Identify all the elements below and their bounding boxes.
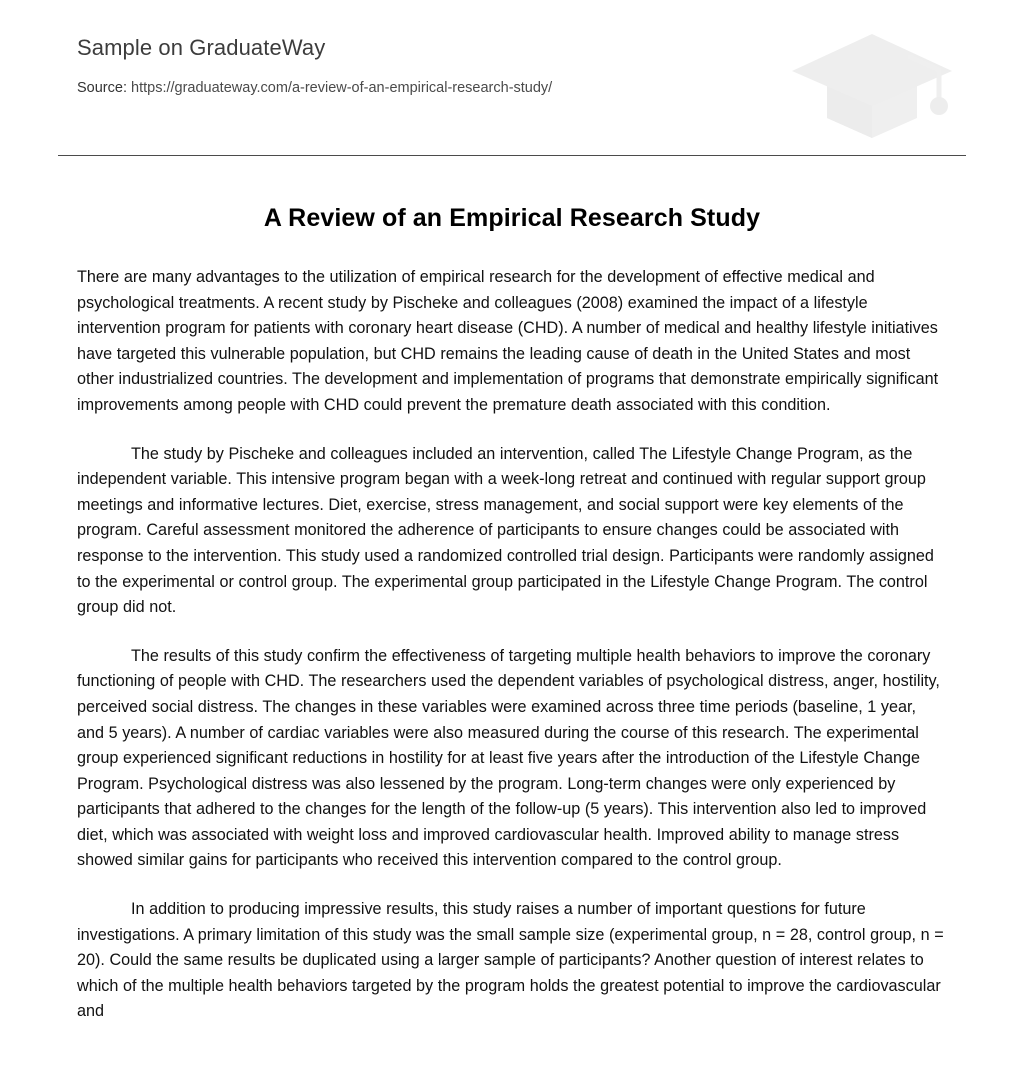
- paragraph-3: The results of this study confirm the effectiveness of targeting multiple health behaviors to improve the coronary functioning of people with CHD. The researchers used the dependent variables of psychological distress, anger, hostility, perceived social distress. The changes in these variables were examined across three time periods (baseline, 1 year, and 5 years). A number of cardiac variables were also measured during the course of this research. The experimental group experienced significant reductions in hostility for at least five years after the introduction of the Lifestyle Change Program. Psychological distress was also lessened by the program. Long-term changes were only experienced by participants that adhered to the changes for the length of the follow-up (5 years). This intervention also led to improved diet, which was associated with weight loss and improved cardiovascular health. Improved ability to manage stress showed similar gains for participants who received this intervention compared to the control group.: [77, 646, 940, 870]
- paragraph-4: In addition to producing impressive results, this study raises a number of important questions for future investigations. A primary limitation of this study was the small sample size (experimental group, n = 28, control group, n = 20). Could the same results be duplicated using a larger sample of participants? Another question of interest relates to which of the multiple health behaviors targeted by the program holds the greatest potential to improve the cardiovascular and: [77, 900, 944, 1021]
- paragraph-2: The study by Pischeke and colleagues included an intervention, called The Lifestyle Change Program, as the independent variable. This intensive program began with a week-long retreat and continued with regular support group meetings and informative lectures. Diet, exercise, stress management, and social support were key elements of the program. Careful assessment monitored the adherence of participants to ensure changes could be associated with response to the intervention. This study used a randomized controlled trial design. Participants were randomly assigned to the experimental or control group. The experimental group participated in the Lifestyle Change Program. The control group did not.: [77, 444, 934, 617]
- page-title: A Review of an Empirical Research Study: [263, 204, 761, 232]
- source-label: Source:: [77, 80, 127, 96]
- source-line: [77, 78, 552, 98]
- source-url[interactable]: https://graduateway.com/a-review-of-an-empirical-research-study/: [131, 80, 553, 96]
- header-divider: [58, 155, 966, 156]
- graduation-cap-icon: [786, 26, 958, 138]
- document-body: [77, 265, 946, 1025]
- page-header: [0, 0, 1024, 156]
- sample-brand-heading: Sample on GraduateWay: [77, 35, 326, 60]
- paragraph-1: There are many advantages to the utilization of empirical research for the development of effective medical and psychological treatments. A recent study by Pischeke and colleagues (2008) examined the impact of a lifestyle intervention program for patients with coronary heart disease (CHD). A number of medical and healthy lifestyle initiatives have targeted this vulnerable population, but CHD remains the leading cause of death in the United States and most other industrialized countries. The development and implementation of programs that demonstrate empirically significant improvements among people with CHD could prevent the premature death associated with this condition.: [77, 268, 939, 414]
